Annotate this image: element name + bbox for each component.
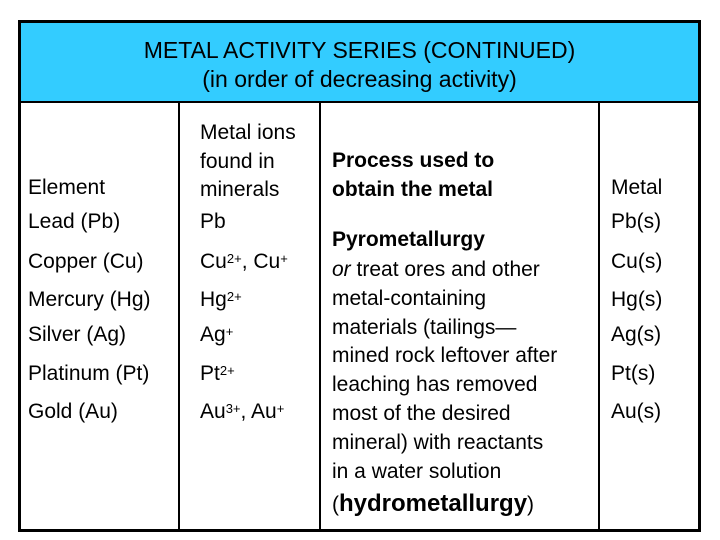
ion-charge: 2+	[226, 289, 242, 304]
header-process-line-2: obtain the metal	[332, 177, 494, 201]
ion-symbol: Cu	[253, 250, 281, 273]
hydro-word: hydrometallurgy	[339, 490, 528, 518]
metal-lead: Pb(s)	[611, 210, 662, 233]
title-line-1: METAL ACTIVITY SERIES (CONTINUED)	[143, 37, 576, 63]
column-divider-3	[598, 103, 600, 529]
ions-platinum	[200, 361, 235, 387]
element-mercury: Mercury (Hg)	[28, 288, 151, 311]
header-metal: Metal	[611, 176, 663, 199]
ion-symbol: Au	[251, 400, 277, 423]
column-divider-1	[178, 103, 180, 529]
header-ions-line-3: minerals	[200, 178, 280, 201]
title-band	[21, 23, 698, 103]
process-line-hydro	[332, 490, 557, 520]
column-divider-2	[319, 103, 321, 529]
element-platinum: Platinum (Pt)	[28, 362, 150, 385]
ions-silver	[200, 322, 233, 348]
header-element: Element	[28, 176, 106, 199]
ion-charge: 2+	[219, 363, 235, 378]
ion-symbol: Ag	[200, 323, 226, 346]
element-gold: Gold (Au)	[28, 400, 118, 423]
process-line: mineral) with reactants	[332, 430, 544, 454]
element-copper: Copper (Cu)	[28, 250, 144, 273]
process-or: or	[332, 258, 351, 281]
hydro-paren-open: (	[332, 493, 339, 517]
process-line: materials (tailings—	[332, 315, 517, 339]
hydro-paren-close: )	[527, 493, 535, 517]
ion-symbol: Au	[200, 400, 226, 423]
ion-charge: 2+	[226, 251, 242, 266]
process-line: most of the desired	[332, 401, 511, 425]
ions-mercury	[200, 287, 242, 313]
ions-gold	[200, 399, 284, 425]
ions-copper	[200, 249, 288, 275]
header-ions-line-2: found in	[200, 149, 275, 173]
element-lead: Lead (Pb)	[28, 210, 121, 233]
header-process-line-1: Process used to	[332, 149, 495, 172]
metal-platinum: Pt(s)	[611, 362, 656, 385]
ion-charge: 3+	[225, 401, 241, 416]
process-line-rest: treat ores and other	[350, 258, 540, 281]
ion-symbol: Pb	[200, 210, 226, 233]
ion-symbol: Hg	[200, 288, 227, 311]
metal-mercury: Hg(s)	[611, 288, 663, 311]
ion-separator: ,	[240, 400, 252, 423]
table-frame	[18, 20, 701, 532]
header-process	[332, 147, 494, 204]
ion-symbol: Pt	[200, 362, 220, 385]
ions-lead	[200, 209, 226, 235]
metal-copper: Cu(s)	[611, 250, 663, 273]
process-line: leaching has removed	[332, 373, 538, 397]
process-description	[332, 256, 557, 520]
process-heading: Pyrometallurgy	[332, 228, 485, 251]
ion-separator: ,	[241, 250, 254, 273]
process-line: metal-containing	[332, 286, 487, 310]
ion-charge: +	[280, 251, 288, 266]
ion-symbol: Cu	[200, 250, 227, 273]
process-line	[332, 256, 557, 285]
title-line-2: (in order of decreasing activity)	[202, 66, 517, 92]
element-silver: Silver (Ag)	[28, 323, 127, 346]
ion-charge: +	[276, 401, 285, 416]
process-line: mined rock leftover after	[332, 344, 558, 368]
ion-charge: +	[225, 324, 234, 339]
header-metal-ions	[200, 119, 296, 205]
metal-gold: Au(s)	[611, 400, 662, 423]
header-ions-line-1: Metal ions	[200, 121, 296, 144]
process-line: in a water solution	[332, 459, 502, 483]
metal-silver: Ag(s)	[611, 323, 662, 346]
